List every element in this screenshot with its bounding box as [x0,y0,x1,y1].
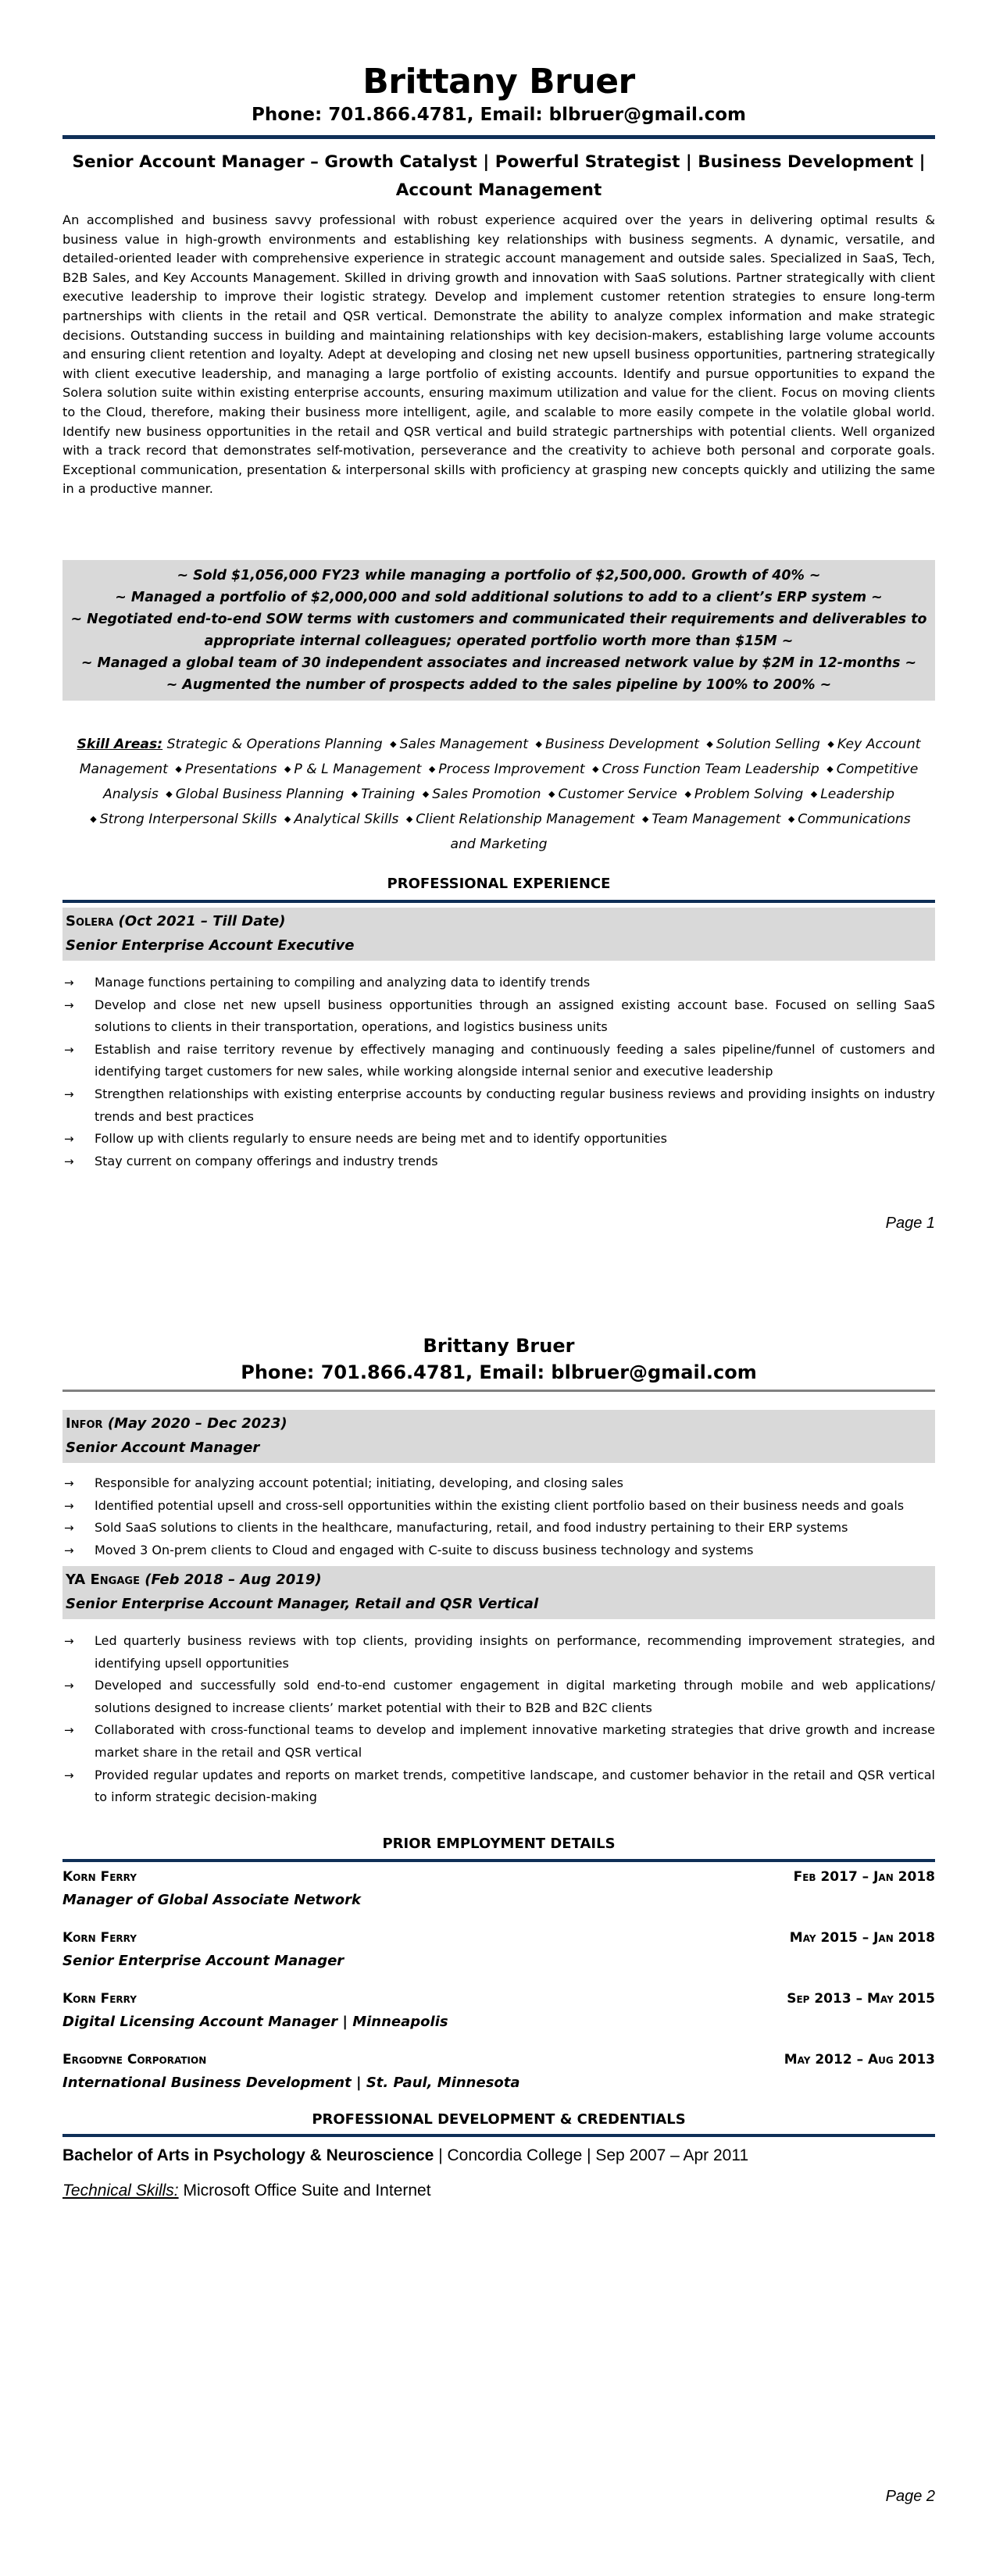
job-dates: May 2012 – Aug 2013 [784,2052,935,2068]
bullet-text: Strengthen relationships with existing enterprise accounts by conducting regular business reviews and providing insights on industry trends and best practices [95,1086,935,1124]
bullet-item [62,1540,935,1562]
skill-item: Key Account Management [79,737,921,777]
bullet-item [62,1039,935,1083]
bullet-text: Responsible for analyzing account potential; initiating, developing, and closing sales [95,1475,623,1490]
section-title-credentials: PROFESSIONAL DEVELOPMENT & CREDENTIALS [312,2111,686,2128]
bullet-text: Manage functions pertaining to compiling and analyzing data to identify trends [95,975,591,990]
job-ya-engage [62,1566,935,1809]
skill-item: Leadership [820,787,895,802]
company-name: Korn Ferry [62,1991,137,2007]
job-bullets [62,1472,935,1561]
diamond-separator-icon: ◆ [535,739,542,749]
arrow-bullet-icon: → [64,1723,74,1738]
job-header [62,908,935,961]
bullet-text: Moved 3 On-prem clients to Cloud and engaged with C-suite to discuss business technology and systems [95,1542,754,1557]
diamond-separator-icon: ◆ [405,814,413,824]
prior-job [62,1865,935,1912]
skill-items [80,737,921,852]
job-title: Senior Enterprise Account Manager [62,1953,344,1969]
headline-line-1: Senior Account Manager – Growth Catalyst | Powerful Strategist | Business Development | [72,152,926,172]
arrow-bullet-icon: → [64,1086,74,1101]
credentials-heading [62,2109,935,2131]
company-name: Korn Ferry [62,1930,137,1946]
arrow-bullet-icon: → [64,1679,74,1693]
company-name: Korn Ferry [62,1869,137,1885]
candidate-name: Brittany Bruer [423,1335,575,1357]
section-title-experience: PROFESSIONAL EXPERIENCE [387,876,611,892]
prior-employment-list [62,1865,935,2095]
skill-item: Customer Service [558,787,677,802]
diamond-separator-icon: ◆ [422,789,430,799]
job-bullets [62,1630,935,1809]
prior-heading [62,1833,935,1855]
diamond-separator-icon: ◆ [428,764,436,774]
bullet-text: Follow up with clients regularly to ensure needs are being met and to identify opportunities [95,1131,667,1147]
skill-item: Strategic & Operations Planning [166,737,383,752]
skill-item: Global Business Planning [175,787,344,802]
arrow-bullet-icon: → [64,1543,74,1557]
bullet-text: Identified potential upsell and cross-sell opportunities within the existing client portfolio based on their business needs and goals [95,1497,905,1513]
skill-item: Business Development [544,737,699,752]
skill-item: Client Relationship Management [416,812,635,827]
job-title: International Business Development | St. Paul, Minnesota [62,2075,520,2091]
diamond-separator-icon: ◆ [284,814,291,824]
bullet-item [62,1719,935,1764]
bullet-text: Stay current on company offerings and industry trends [95,1153,438,1168]
professional-summary: An accomplished and business savvy professional with robust experience acquired over the years in delivering optimal results & business value in high-growth environments and establishing key relationships with business segments. A dynamic, versatile, and detailed-oriented leader with comprehensive experience in strategic account management and outside sales. Specialized in SaaS, Tech, B2B Sales, and Key Accounts Management. Skilled in driving growth and innovation with SaaS solutions. Partner strategically with client executive leadership to improve their logistic strategy. Develop and implement customer retention strategies to ensure long-term partnerships with clients in the retail and QSR vertical. Demonstrate the ability to analyze complex information and make strategic decisions. Outstanding success in building and maintaining relationships with key decision-makers, establishing large volume accounts and ensuring client retention and loyalty. Adept at developing and closing net new upsell business opportunities, partnering strategically with client executive leadership, and managing a large portfolio of existing accounts. Identify and pursue opportunities to expand the Solera solution suite within existing enterprise accounts, ensuring maximum utilization and value for the client. Focus on moving clients to the Cloud, therefore, making their business more intelligent, agile, and scalable to more easily compete in the volatile global world. Identify new business opportunities in the retail and QSR vertical and build strategic partnerships with potential clients. Well organized with a track record that demonstrates self-motivation, perseverance and the creativity to achieve both personal and corporate goals. Exceptional communication, presentation & interpersonal skills with proficiency at grasping new concepts quickly and utilizing the same in a productive manner. [62,212,935,497]
credentials-divider [62,2134,935,2137]
diamond-separator-icon: ◆ [90,814,97,824]
company-name: Ergodyne Corporation [62,2052,207,2068]
arrow-bullet-icon: → [64,1132,74,1147]
job-dates: (Oct 2021 – Till Date) [118,913,286,929]
skill-item: Strong Interpersonal Skills [99,812,277,827]
achievements-box [62,560,935,701]
job-bullets [62,972,935,1172]
education-details: | Concordia College | Sep 2007 – Apr 2011 [434,2146,749,2164]
contact-info: Phone: 701.866.4781, Email: blbruer@gmail.com [252,105,746,125]
job-dates: (Feb 2018 – Aug 2019) [145,1572,322,1588]
job-dates: (May 2020 – Dec 2023) [107,1415,287,1432]
skill-item: Cross Function Team Leadership [602,762,819,777]
company-name: YA Engage [66,1572,140,1588]
header-divider [62,1390,935,1392]
page-2 [0,1289,996,2576]
degree: Bachelor of Arts in Psychology & Neuroscience [62,2146,434,2164]
prior-divider [62,1859,935,1862]
arrow-bullet-icon: → [64,1768,74,1782]
prior-job [62,2048,935,2095]
diamond-separator-icon: ◆ [351,789,359,799]
job-solera [62,908,935,1172]
diamond-separator-icon: ◆ [706,739,713,749]
arrow-bullet-icon: → [64,976,74,990]
skill-areas-label: Skill Areas: [77,737,163,752]
job-dates: May 2015 – Jan 2018 [789,1930,935,1946]
diamond-separator-icon: ◆ [592,764,599,774]
diamond-separator-icon: ◆ [787,814,795,824]
job-dates: Sep 2013 – May 2015 [787,1991,935,2007]
diamond-separator-icon: ◆ [826,764,834,774]
headline-line-2: Account Management [395,180,602,200]
page-number: Page 2 [885,2488,935,2505]
diamond-separator-icon: ◆ [827,739,834,749]
skill-item: Problem Solving [694,787,804,802]
arrow-bullet-icon: → [64,1042,74,1057]
skill-areas-list [62,732,935,857]
headline [62,148,935,205]
achievement-item: ~ Managed a portfolio of $2,000,000 and sold additional solutions to add to a client’s ERP system ~ [115,590,883,605]
bullet-text: Develop and close net new upsell business opportunities through an assigned existing account base. Focused on selling SaaS solutions to clients in their transportation, operations, and logistics business units [95,997,935,1035]
contact-info: Phone: 701.866.4781, Email: blbruer@gmail.com [241,1361,757,1383]
arrow-bullet-icon: → [64,997,74,1012]
skill-item: Solution Selling [716,737,820,752]
section-title-prior: PRIOR EMPLOYMENT DETAILS [382,1836,616,1852]
page-number: Page 1 [885,1215,935,1232]
prior-job [62,1926,935,1973]
experience-divider [62,900,935,903]
bullet-item [62,1151,935,1173]
achievement-item: ~ Negotiated end-to-end SOW terms with customers and communicated their requirements and deliverables to appropriate internal colleagues; operated portfolio worth more than $15M ~ [70,612,927,649]
education [62,2144,935,2167]
bullet-item [62,994,935,1039]
bullet-text: Collaborated with cross-functional teams to develop and implement innovative marketing strategies that drive growth and increase market share in the retail and QSR vertical [95,1722,935,1760]
arrow-bullet-icon: → [64,1634,74,1648]
bullet-item [62,1495,935,1518]
bullet-text: Sold SaaS solutions to clients in the healthcare, manufacturing, retail, and food industry pertaining to their ERP systems [95,1520,848,1536]
bullet-text: Developed and successfully sold end-to-end customer engagement in digital marketing through mobile and web applications/ solutions designed to increase clients’ market potential with their to B2B and B2C clients [95,1678,935,1715]
diamond-separator-icon: ◆ [684,789,691,799]
bullet-item [62,1675,935,1719]
job-title: Senior Account Manager [66,1440,260,1456]
diamond-separator-icon: ◆ [166,789,173,799]
company-name: Infor [66,1415,103,1432]
job-dates: Feb 2017 – Jan 2018 [793,1869,935,1885]
skill-item: Team Management [652,812,781,827]
skill-item: Sales Management [399,737,528,752]
skill-item: Presentations [184,762,277,777]
arrow-bullet-icon: → [64,1476,74,1490]
bullet-item [62,1517,935,1540]
technical-skills [62,2179,935,2203]
job-header [62,1566,935,1619]
skill-item: Training [361,787,416,802]
arrow-bullet-icon: → [64,1498,74,1513]
achievement-item: ~ Augmented the number of prospects added to the sales pipeline by 100% to 200% ~ [166,677,832,693]
diamond-separator-icon: ◆ [390,739,397,749]
skill-item: Process Improvement [438,762,585,777]
bullet-item [62,1472,935,1495]
achievement-item: ~ Managed a global team of 30 independent associates and increased network value by $2M in 12-months ~ [80,655,917,671]
resume-header-repeat [62,1333,935,1386]
job-title: Manager of Global Associate Network [62,1892,362,1908]
bullet-item [62,972,935,994]
bullet-item [62,1764,935,1809]
job-title: Digital Licensing Account Manager | Minneapolis [62,2014,448,2030]
summary-section [62,211,935,499]
bullet-text: Provided regular updates and reports on market trends, competitive landscape, and customer behavior in the retail and QSR vertical to inform strategic decision-making [95,1767,935,1805]
job-infor [62,1410,935,1561]
bullet-item [62,1630,935,1675]
diamond-separator-icon: ◆ [641,814,649,824]
experience-heading [62,873,935,895]
bullet-item [62,1128,935,1151]
technical-skills-value: Microsoft Office Suite and Internet [178,2182,431,2200]
diamond-separator-icon: ◆ [548,789,555,799]
diamond-separator-icon: ◆ [284,764,291,774]
skill-item: Analytical Skills [294,812,399,827]
skill-item: Communications and Marketing [450,812,911,852]
resume-header [62,61,935,127]
job-title: Senior Enterprise Account Executive [66,937,355,954]
job-header [62,1410,935,1463]
bullet-item [62,1083,935,1128]
candidate-name: Brittany Bruer [362,62,635,102]
skill-item: Competitive Analysis [102,762,919,802]
header-divider [62,135,935,139]
arrow-bullet-icon: → [64,1154,74,1168]
diamond-separator-icon: ◆ [810,789,818,799]
diamond-separator-icon: ◆ [175,764,182,774]
technical-skills-label: Technical Skills: [62,2182,179,2200]
bullet-text: Establish and raise territory revenue by effectively managing and continuously feeding a sales pipeline/funnel of customers and identifying target customers for new sales, while working alongside internal senior and executive leadership [95,1041,935,1079]
company-name: Solera [66,913,114,929]
arrow-bullet-icon: → [64,1521,74,1536]
achievement-item: ~ Sold $1,056,000 FY23 while managing a portfolio of $2,500,000. Growth of 40% ~ [177,568,821,583]
skill-areas [62,732,935,857]
job-title: Senior Enterprise Account Manager, Retail and QSR Vertical [66,1596,539,1612]
skill-item: Sales Promotion [432,787,541,802]
prior-job [62,1987,935,2034]
bullet-text: Led quarterly business reviews with top clients, providing insights on performance, recommending improvement strategies, and identifying upsell opportunities [95,1633,935,1671]
skill-item: P & L Management [294,762,422,777]
